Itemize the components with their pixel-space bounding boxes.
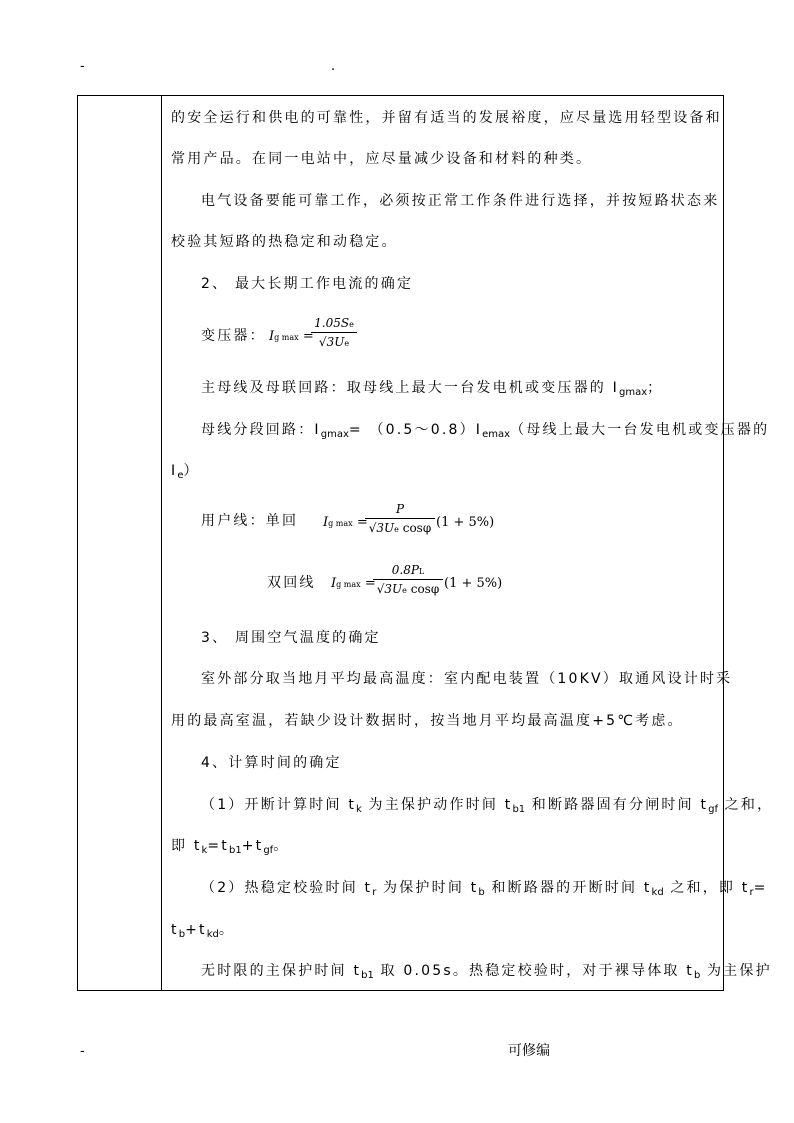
paragraph-line: 电气设备要能可靠工作，必须按正常工作条件进行选择，并按短路状态来 (201, 193, 720, 209)
footer-text: 可修编 (508, 1043, 550, 1059)
user-line-label: 用户线：单回 (201, 513, 299, 529)
footer-mark-left: - (80, 1044, 85, 1059)
formula-single-fraction: P √3Ue cosφ (365, 502, 435, 535)
paragraph-line: 的安全运行和供电的可靠性，并留有适当的发展裕度，应尽量选用轻型设备和 (171, 110, 722, 126)
section-heading: 4、计算时间的确定 (201, 755, 342, 771)
formula-double-tail: (1 + 5%) (444, 576, 503, 591)
paragraph-line: $t_b+t_{kd}$。 (171, 922, 236, 940)
paragraph-line: 即 $t_k=t_{b1}+t_{gf}$。 (171, 838, 290, 856)
formula-single-tail: (1 + 5%) (436, 515, 495, 530)
content-table (77, 95, 774, 991)
header-mark-left: - (80, 59, 85, 74)
paragraph-line: 室外部分取当地月平均最高温度：室内配电装置（10KV）取通风设计时采 (201, 671, 733, 687)
formula-transformer-lhs: Ig max = (269, 329, 314, 344)
paragraph-line: （2）热稳定校验时间 $t_r$ 为保护时间 $t_b$ 和断路器的开断时间 $t_{kd}$ 之和，即 $t_r=$ (201, 880, 768, 898)
formula-double-lhs: Ig max = (331, 576, 376, 591)
section-heading: 3、 周围空气温度的确定 (201, 630, 381, 646)
paragraph-line: 校验其短路的热稳定和动稳定。 (171, 234, 398, 250)
table-column-divider (161, 96, 162, 990)
paragraph-line: 无时限的主保护时间 $t_{b1}$ 取 0.05s。热稳定校验时，对于裸导体取 $t_b$ 为主保护 (201, 963, 772, 981)
paragraph-line: $I_e$） (171, 463, 200, 481)
formula-transformer-fraction: 1.05Se √3Ue (311, 316, 357, 349)
paragraph-line: （1）开断计算时间 $t_k$ 为主保护动作时间 $t_{b1}$ 和断路器固有分闸时间 $t_{gf}$ 之和， (201, 797, 774, 815)
transformer-label: 变压器： (201, 328, 266, 344)
formula-single-lhs: Ig max = (323, 515, 368, 530)
formula-double-fraction: 0.8PL √3Ue cosφ (373, 563, 443, 596)
header-mark-center: . (331, 59, 336, 74)
paragraph-line: 主母线及母联回路：取母线上最大一台发电机或变压器的 $I_{gmax}$； (201, 380, 664, 398)
paragraph-line: 用的最高室温，若缺少设计数据时，按当地月平均最高温度+5℃考虑。 (171, 713, 684, 729)
paragraph-line: 母线分段回路：$I_{gmax}=$ $(0.5\sim 0.8)I_{emax}$（母线上最大一台发电机或变压器的 (201, 422, 770, 440)
section-heading: 2、 最大长期工作电流的确定 (201, 276, 414, 292)
paragraph-line: 常用产品。在同一电站中，应尽量减少设备和材料的种类。 (171, 151, 593, 167)
double-line-label: 双回线 (267, 575, 316, 591)
